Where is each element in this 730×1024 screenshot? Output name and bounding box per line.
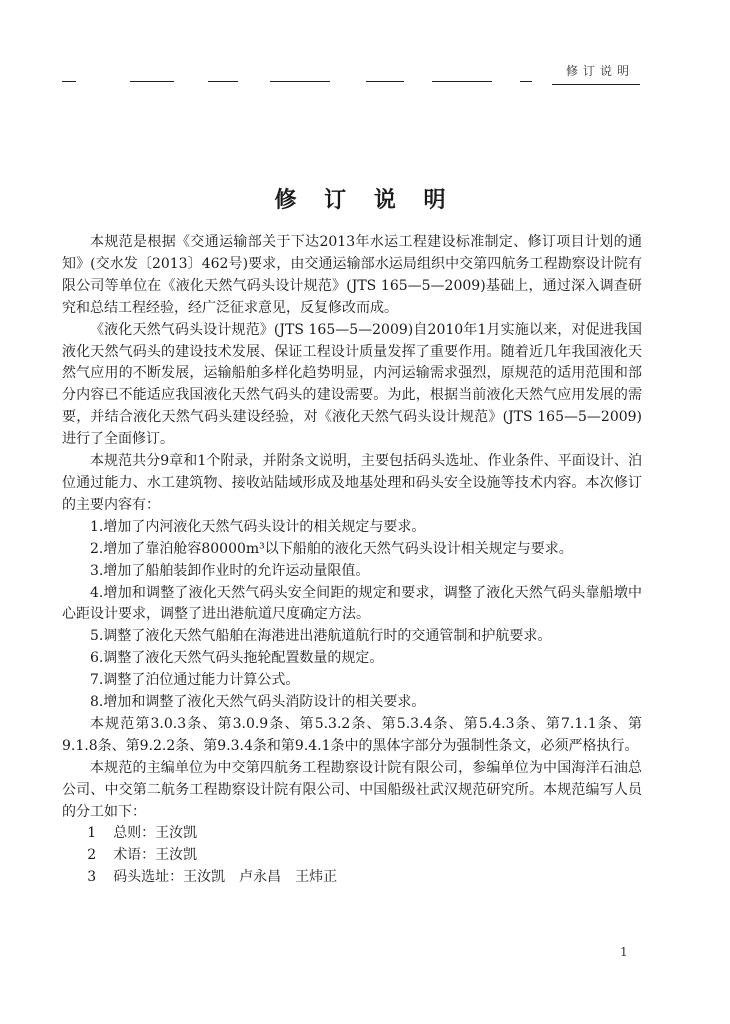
- revision-item: 1.增加了内河液化天然气码头设计的相关规定与要求。: [90, 518, 426, 535]
- header-rule-segment: [130, 81, 174, 82]
- paragraph: 《液化天然气码头设计规范》(JTS 165—5—2009)自2010年1月实施以来，对促进我国液化天然气码头的建设技术发展、保证工程设计质量发挥了重要作用。随着近几年我国液化天然气应用的不断发展，运输船舶多样化趋势明显，内河运输需求强烈，原规范的适用范围和部分内容已不能适应我国液化天然气码头的建设需要。为此，根据当前液化天然气应用发展的需要，并结合液化天然气码头建设经验，对《液化天然气码头设计规范》(JTS 165—5—2009)进行了全面修订。: [62, 321, 642, 448]
- paragraph: 本规范是根据《交通运输部关于下达2013年水运工程建设标准制定、修订项目计划的通知》(交水发〔2013〕462号)要求，由交通运输部水运局组织中交第四航务工程勘察设计院有限公司等单位在《液化天然气码头设计规范》(JTS 165—5—2009)基础上，通过深入调查研究和总结工程经验，经广泛征求意见，反复修改而成。: [62, 234, 642, 316]
- staff-number: 2: [87, 847, 97, 864]
- header-rule-segment: [432, 81, 492, 82]
- revision-item: 5.调整了液化天然气船舶在海港进出港航道航行时的交通管制和护航要求。: [90, 628, 552, 645]
- editor-paragraph: 本规范的主编单位为中交第四航务工程勘察设计院有限公司，参编单位为中国海洋石油总公司、中交第二航务工程勘察设计院有限公司、中国船级社武汉规范研究所。本规范编写人员的分工如下：: [62, 759, 642, 820]
- page-title: 修 订 说 明: [274, 187, 456, 213]
- paragraph: 本规范共分9章和1个附录，并附条文说明，主要包括码头选址、作业条件、平面设计、泊位通过能力、水工建筑物、接收站陆域形成及地基处理和码头安全设施等技术内容。本次修订的主要内容有：: [62, 453, 642, 513]
- page-number: 1: [620, 945, 628, 959]
- header-rule-segment: [270, 81, 330, 82]
- running-header: 修订说明: [566, 64, 635, 78]
- header-rule-segment: [520, 81, 532, 82]
- revision-item: 8.增加和调整了液化天然气码头消防设计的相关要求。: [90, 694, 426, 711]
- revision-item: 6.调整了液化天然气码头拖轮配置数量的规定。: [90, 650, 384, 667]
- staff-item: [62, 845, 642, 867]
- staff-text: 术语：王汝凯: [113, 847, 198, 864]
- staff-text: 码头选址：王汝凯 卢永昌 王炜正: [113, 869, 338, 886]
- revision-item: 7.调整了泊位通过能力计算公式。: [90, 672, 300, 689]
- header-rule-segment: [366, 81, 404, 82]
- revision-item: 4.增加和调整了液化天然气码头安全间距的规定和要求，调整了液化天然气码头靠船墩中心距设计要求，调整了进出港航道尺度确定方法。: [62, 584, 642, 623]
- staff-item: [62, 867, 642, 889]
- document-body: [62, 232, 642, 889]
- header-rule-segment: [208, 81, 238, 82]
- revision-item: 3.增加了船舶装卸作业时的允许运动量限值。: [90, 562, 370, 579]
- staff-number: 1: [87, 825, 97, 842]
- revision-item: 2.增加了靠泊舱容80000m³以下船舶的液化天然气码头设计相关规定与要求。: [90, 540, 573, 557]
- header-rule-segment: [62, 81, 76, 82]
- staff-item: [62, 823, 642, 845]
- staff-number: 3: [87, 869, 97, 886]
- running-header-underline: [552, 84, 640, 85]
- mandatory-clause-paragraph: 本规范第3.0.3条、第3.0.9条、第5.3.2条、第5.3.4条、第5.4.3条、第7.1.1条、第9.1.8条、第9.2.2条、第9.3.4条和第9.4.1条中的黑体字部分为强制性条文，必须严格执行。: [62, 715, 642, 754]
- staff-text: 总则：王汝凯: [113, 825, 198, 842]
